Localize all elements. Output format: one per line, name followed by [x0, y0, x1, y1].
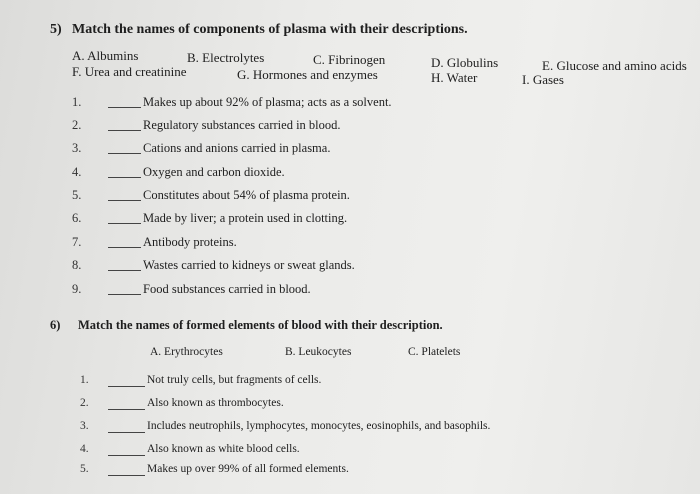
item-number: 5.: [80, 463, 89, 475]
item-number: 3.: [72, 141, 82, 155]
item-number: 4.: [72, 165, 82, 179]
item-description: Makes up over 99% of all formed elements.: [147, 463, 349, 475]
item-description: Food substances carried in blood.: [143, 282, 311, 296]
item-number: 9.: [72, 282, 82, 296]
answer-blank[interactable]: [108, 270, 141, 271]
answer-blank[interactable]: [108, 223, 141, 224]
item-number: 7.: [72, 235, 82, 249]
option-h: H. Water: [431, 70, 478, 85]
item-number: 3.: [80, 420, 89, 432]
answer-blank[interactable]: [108, 153, 141, 154]
question-title: Match the names of components of plasma with their descriptions.: [72, 22, 468, 37]
answer-blank[interactable]: [108, 475, 145, 476]
item-number: 2.: [80, 397, 89, 409]
item-description: Antibody proteins.: [143, 235, 237, 249]
option-c: C. Platelets: [408, 346, 461, 358]
item-number: 6.: [72, 211, 82, 225]
answer-blank[interactable]: [108, 177, 141, 178]
item-description: Constitutes about 54% of plasma protein.: [143, 188, 350, 202]
answer-blank[interactable]: [108, 294, 141, 295]
answer-blank[interactable]: [108, 386, 145, 387]
item-description: Also known as thrombocytes.: [147, 397, 284, 409]
option-e: E. Glucose and amino acids: [542, 58, 687, 73]
answer-blank[interactable]: [108, 247, 141, 248]
option-b: B. Electrolytes: [187, 50, 265, 65]
item-number: 8.: [72, 258, 82, 272]
item-description: Also known as white blood cells.: [147, 443, 300, 455]
option-b: B. Leukocytes: [285, 346, 352, 358]
item-number: 4.: [80, 443, 89, 455]
answer-blank[interactable]: [108, 107, 141, 108]
question-title: Match the names of formed elements of blood with their description.: [78, 318, 443, 332]
option-i: I. Gases: [522, 72, 564, 87]
question-number: 6): [50, 318, 61, 332]
item-description: Makes up about 92% of plasma; acts as a solvent.: [143, 95, 392, 109]
answer-blank[interactable]: [108, 130, 141, 131]
item-number: 5.: [72, 188, 82, 202]
item-number: 2.: [72, 118, 82, 132]
item-number: 1.: [80, 374, 89, 386]
option-a: A. Albumins: [72, 48, 139, 63]
item-description: Cations and anions carried in plasma.: [143, 141, 331, 155]
item-description: Includes neutrophils, lymphocytes, monocytes, eosinophils, and basophils.: [147, 420, 491, 432]
option-c: C. Fibrinogen: [313, 52, 386, 67]
option-a: A. Erythrocytes: [150, 346, 223, 358]
item-description: Not truly cells, but fragments of cells.: [147, 374, 322, 386]
answer-blank[interactable]: [108, 455, 145, 456]
answer-blank[interactable]: [108, 432, 145, 433]
item-description: Regulatory substances carried in blood.: [143, 118, 341, 132]
option-f: F. Urea and creatinine: [72, 64, 187, 79]
answer-blank[interactable]: [108, 409, 145, 410]
item-description: Wastes carried to kidneys or sweat glands.: [143, 258, 355, 272]
option-d: D. Globulins: [431, 55, 499, 70]
item-number: 1.: [72, 95, 82, 109]
question-number: 5): [50, 22, 62, 37]
item-description: Made by liver; a protein used in clotting.: [143, 211, 348, 225]
option-g: G. Hormones and enzymes: [237, 67, 378, 82]
answer-blank[interactable]: [108, 200, 141, 201]
item-description: Oxygen and carbon dioxide.: [143, 165, 285, 179]
